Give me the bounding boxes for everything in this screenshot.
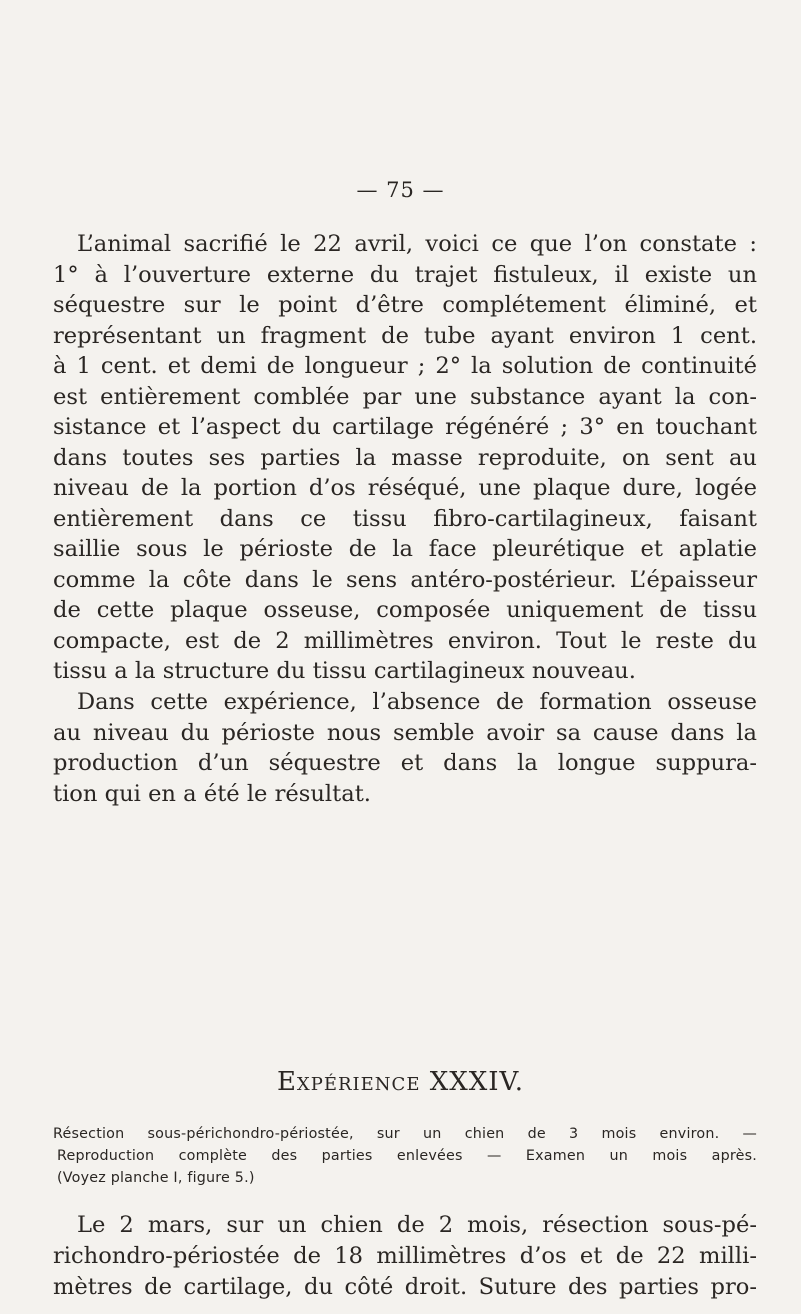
paragraph-discussion <box>53 687 757 809</box>
text-line: richondro-périostée de 18 millimètres d’os et de 22 milli- <box>53 1243 757 1269</box>
text-line: séquestre sur le point d’être complétement éliminé, et <box>53 292 757 318</box>
text-line: comme la côte dans le sens antéro-postérieur. L’épaisseur <box>53 566 757 593</box>
paragraph-procedure <box>53 1210 757 1303</box>
text-line: 1° à l’ouverture externe du trajet fistuleux, il existe un <box>53 261 757 288</box>
text-line: de cette plaque osseuse, composée uniquement de tissu <box>53 597 757 623</box>
experiment-summary <box>53 1123 757 1189</box>
text-line: Le 2 mars, sur un chien de 2 mois, résection sous-pé- <box>77 1212 757 1238</box>
text-line: dans toutes ses parties la masse reproduite, on sent au <box>53 444 757 471</box>
text-line: niveau de la portion d’os réséqué, une plaque dure, logée <box>53 475 757 501</box>
text-line: est entièrement comblée par une substance ayant la con- <box>53 383 757 410</box>
section-heading: Expérience XXXIV. <box>276 1067 525 1097</box>
text-line: Dans cette expérience, l’absence de formation osseuse <box>77 689 757 715</box>
text-line: représentant un fragment de tube ayant environ 1 cent. <box>53 322 757 349</box>
text-line: tion qui en a été le résultat. <box>53 780 371 807</box>
text-line: compacte, est de 2 millimètres environ. Tout le reste du <box>53 627 757 654</box>
text-line: production d’un séquestre et dans la longue suppura- <box>53 750 757 776</box>
text-line: à 1 cent. et demi de longueur ; 2° la solution de continuité <box>53 353 757 379</box>
paragraph-findings <box>53 229 757 687</box>
text-line: au niveau du périoste nous semble avoir sa cause dans la <box>53 719 757 746</box>
summary-line: (Voyez planche I, figure 5.) <box>57 1170 255 1186</box>
text-line: tissu a la structure du tissu cartilagineux nouveau. <box>53 658 636 684</box>
text-line: mètres de cartilage, du côté droit. Suture des parties pro- <box>53 1274 757 1300</box>
summary-line: Reproduction complète des parties enlevées — Examen un mois après. <box>57 1148 757 1164</box>
page-number: — 75 — <box>356 178 445 202</box>
text-line: sistance et l’aspect du cartilage régénéré ; 3° en touchant <box>53 414 757 440</box>
text-line: entièrement dans ce tissu fibro-cartilagineux, faisant <box>53 505 757 532</box>
summary-line: Résection sous-périchondro-périostée, sur un chien de 3 mois environ. — <box>53 1126 757 1142</box>
text-line: saillie sous le périoste de la face pleurétique et aplatie <box>53 536 757 562</box>
text-line: L’animal sacrifié le 22 avril, voici ce que l’on constate : <box>77 231 757 257</box>
